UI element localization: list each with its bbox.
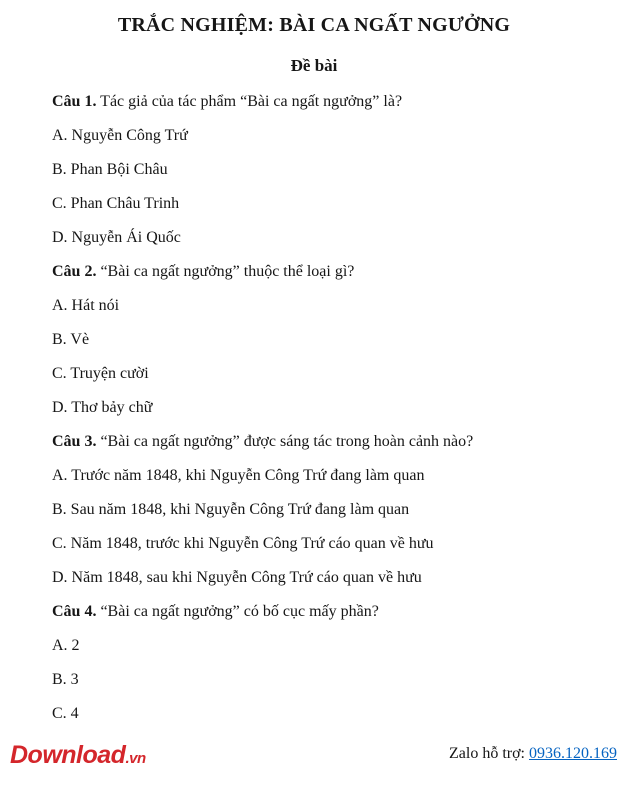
question-2-option-a: A. Hát nói [52, 297, 120, 314]
quiz-content [52, 92, 588, 724]
question-1-option-d: D. Nguyễn Ái Quốc [52, 229, 181, 246]
question-2-option-d: D. Thơ bảy chữ [52, 399, 153, 416]
question-4-option-a: A. 2 [52, 637, 80, 654]
question-4-option-c: C. 4 [52, 705, 79, 722]
question-3-option-d: D. Năm 1848, sau khi Nguyễn Công Trứ cáo quan về hưu [52, 569, 422, 586]
question-2-text: “Bài ca ngất ngưởng” thuộc thể loại gì? [96, 263, 355, 280]
question-2-option-b: B. Vè [52, 331, 90, 348]
downloadvn-logo[interactable] [10, 743, 146, 771]
question-4-text: “Bài ca ngất ngưởng” có bố cục mấy phần? [96, 603, 379, 620]
question-1-option-b: B. Phan Bội Châu [52, 161, 168, 178]
question-4 [52, 602, 588, 622]
page-footer [0, 728, 628, 788]
question-2-label: Câu 2. [52, 263, 97, 280]
question-4-option-b: B. 3 [52, 671, 79, 688]
page-subtitle: Đề bài [290, 56, 338, 75]
zalo-support-phone-link[interactable]: 0936.120.169 [529, 745, 617, 762]
question-3-option-a: A. Trước năm 1848, khi Nguyễn Công Trứ đang làm quan [52, 467, 425, 484]
question-2-option-c: C. Truyện cười [52, 365, 149, 382]
zalo-support-line [449, 744, 617, 764]
question-4-label: Câu 4. [52, 603, 97, 620]
question-3-option-c: C. Năm 1848, trước khi Nguyễn Công Trứ cáo quan về hưu [52, 535, 434, 552]
zalo-support-label: Zalo hỗ trợ: [449, 745, 529, 762]
question-1-label: Câu 1. [52, 93, 97, 110]
question-3-label: Câu 3. [52, 433, 97, 450]
page-title: TRẮC NGHIỆM: BÀI CA NGẤT NGƯỞNG [117, 14, 511, 36]
question-1 [52, 92, 588, 112]
question-1-text: Tác giả của tác phẩm “Bài ca ngất ngưởng” là? [96, 93, 403, 110]
question-1-option-a: A. Nguyễn Công Trứ [52, 127, 188, 144]
question-3-option-b: B. Sau năm 1848, khi Nguyễn Công Trứ đang làm quan [52, 501, 410, 518]
downloadvn-logo-main: Download [10, 741, 126, 769]
question-3 [52, 432, 588, 452]
question-2 [52, 262, 588, 282]
question-3-text: “Bài ca ngất ngưởng” được sáng tác trong hoàn cảnh nào? [96, 433, 474, 450]
question-1-option-c: C. Phan Châu Trinh [52, 195, 180, 212]
downloadvn-logo-suffix: .vn [125, 750, 146, 767]
